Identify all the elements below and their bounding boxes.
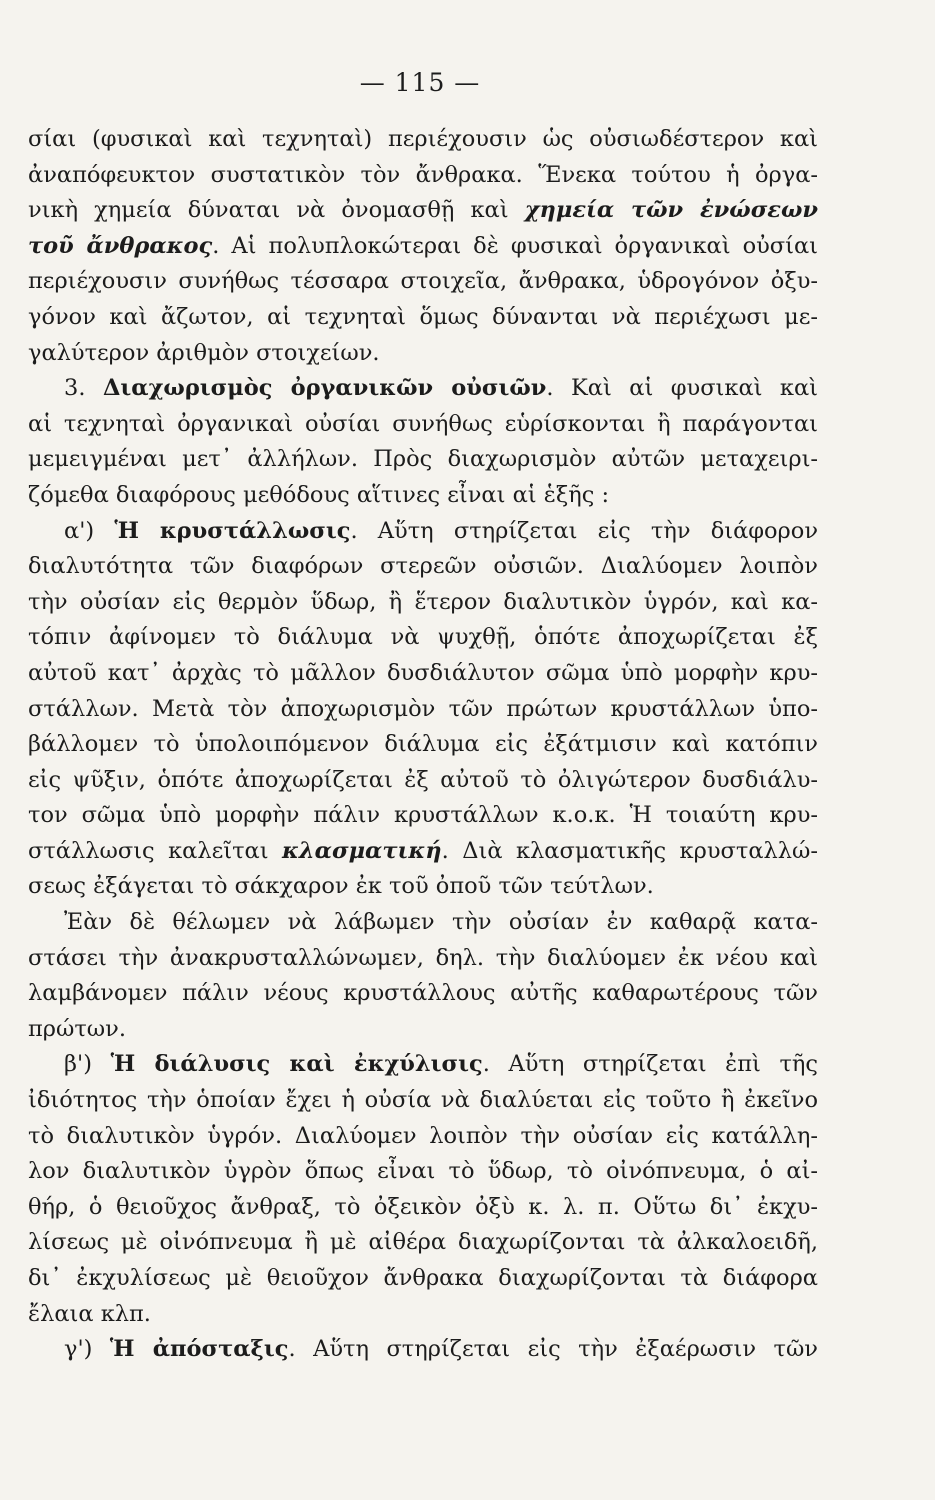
- text-run: ἀναπόφευκτον συστατικὸν τὸν ἄνθρακα. Ἕνεκα τούτου ἡ ὀργα-: [28, 161, 818, 188]
- text-run: εἰς ψῦξιν, ὁπότε ἀποχωρίζεται ἐξ αὐτοῦ τὸ ὀλιγώτερον δυσδιάλυ-: [28, 766, 818, 793]
- text-run: 3.: [64, 375, 103, 402]
- text-line: [28, 976, 818, 1012]
- text-line: [28, 869, 818, 905]
- text-run: περιέχουσιν συνήθως τέσσαρα στοιχεῖα, ἄνθρακα, ὑδρογόνον ὀξυ-: [28, 268, 818, 295]
- text-run: ζόμεθα διαφόρους μεθόδους αἵτινες εἶναι αἱ ἑξῆς :: [28, 481, 610, 508]
- text-run: βάλλομεν τὸ ὑπολοιπόμενον διάλυμα εἰς ἐξάτμισιν καὶ κατόπιν: [28, 731, 818, 758]
- body-text: [28, 122, 818, 1368]
- text-line: [28, 549, 818, 585]
- text-line: [28, 1012, 818, 1048]
- text-line: [28, 336, 818, 372]
- text-run: μεμειγμέναι μετ᾽ ἀλλήλων. Πρὸς διαχωρισμὸν αὐτῶν μεταχειρι-: [28, 446, 818, 473]
- emphasized-text: Ἡ διάλυσις καὶ ἐκχύλισις: [110, 1051, 483, 1078]
- text-line: [28, 1190, 818, 1226]
- text-line: [28, 229, 818, 265]
- text-run: τόπιν ἀφίνομεν τὸ διάλυμα νὰ ψυχθῇ, ὁπότε ἀποχωρίζεται ἐξ: [28, 624, 818, 651]
- text-line: [28, 442, 818, 478]
- text-line: [28, 478, 818, 514]
- text-run: γ'): [64, 1336, 110, 1363]
- text-run: ἔλαια κλπ.: [28, 1300, 151, 1327]
- emphasized-text: τοῦ ἄνθρακος: [28, 232, 213, 259]
- text-run: γαλύτερον ἀριθμὸν στοιχείων.: [28, 339, 380, 366]
- page-number: — 115 —: [359, 68, 481, 97]
- emphasized-text: Ἡ κρυστάλλωσις: [114, 517, 351, 544]
- text-run: πρώτων.: [28, 1015, 126, 1042]
- text-line: [28, 122, 818, 158]
- text-line: [28, 941, 818, 977]
- text-line: [28, 727, 818, 763]
- emphasized-text: χημεία τῶν ἐνώσεων: [524, 197, 818, 224]
- text-run: λίσεως μὲ οἰνόπνευμα ἢ μὲ αἰθέρα διαχωρίζονται τὰ ἀλκαλοειδῆ,: [28, 1229, 818, 1256]
- text-run: . Αὕτη στηρίζεται ἐπὶ τῆς: [482, 1051, 818, 1078]
- text-run: διαλυτότητα τῶν διαφόρων στερεῶν οὐσιῶν. Διαλύομεν λοιπὸν: [28, 553, 818, 580]
- text-line: [28, 656, 818, 692]
- text-line: [28, 620, 818, 656]
- text-line: [28, 1047, 818, 1083]
- text-run: δι᾽ ἐκχυλίσεως μὲ θειοῦχον ἄνθρακα διαχωρίζονται τὰ διάφορα: [28, 1265, 818, 1291]
- text-run: σεως ἐξάγεται τὸ σάκχαρον ἐκ τοῦ ὀποῦ τῶν τεύτλων.: [28, 873, 654, 900]
- text-line: [28, 1332, 818, 1368]
- text-run: νικὴ χημεία δύναται νὰ ὀνομασθῇ καὶ: [28, 197, 525, 224]
- emphasized-text: Ἡ ἀπόσταξις: [109, 1336, 289, 1363]
- text-run: στάλλωσις καλεῖται: [28, 837, 283, 864]
- text-line: [28, 514, 818, 550]
- text-line: [28, 193, 818, 229]
- emphasized-text: Διαχωρισμὸς ὀργανικῶν οὐσιῶν: [102, 375, 547, 402]
- text-line: [28, 1154, 818, 1190]
- text-run: λον διαλυτικὸν ὑγρὸν ὅπως εἶναι τὸ ὕδωρ, τὸ οἰνόπνευμα, ὁ αἰ-: [28, 1158, 818, 1185]
- text-line: [28, 158, 818, 194]
- text-run: τον σῶμα ὑπὸ μορφὴν πάλιν κρυστάλλων κ.ο.κ. Ἡ τοιαύτη κρυ-: [28, 802, 818, 829]
- text-run: τὴν οὐσίαν εἰς θερμὸν ὕδωρ, ἢ ἕτερον διαλυτικὸν ὑγρόν, καὶ κα-: [28, 588, 818, 615]
- text-run: λαμβάνομεν πάλιν νέους κρυστάλλους αὐτῆς καθαρωτέρους τῶν: [28, 980, 818, 1007]
- text-line: [28, 763, 818, 799]
- text-line: [28, 692, 818, 728]
- text-run: . Αἱ πολυπλοκώτεραι δὲ φυσικαὶ ὀργανικαὶ οὐσίαι: [212, 232, 818, 259]
- text-line: [28, 1083, 818, 1119]
- text-line: [28, 1297, 818, 1333]
- text-line: [28, 1225, 818, 1261]
- text-line: [28, 834, 818, 870]
- text-line: [28, 264, 818, 300]
- text-run: α'): [64, 517, 115, 544]
- text-run: . Καὶ αἱ φυσικαὶ καὶ: [546, 375, 818, 402]
- text-run: . Διὰ κλασματικῆς κρυσταλλώ-: [441, 837, 818, 864]
- text-line: [28, 300, 818, 336]
- text-run: γόνον καὶ ἄζωτον, αἱ τεχνηταὶ ὅμως δύνανται νὰ περιέχωσι με-: [28, 303, 818, 330]
- text-run: . Αὕτη στηρίζεται εἰς τὴν διάφορον: [350, 517, 819, 544]
- text-run: τὸ διαλυτικὸν ὑγρόν. Διαλύομεν λοιπὸν τὴν οὐσίαν εἰς κατάλλη-: [28, 1122, 818, 1149]
- text-run: ἰδιότητος τὴν ὁποίαν ἔχει ἡ οὐσία νὰ διαλύεται εἰς τοῦτο ἢ ἐκεῖνο: [28, 1087, 818, 1114]
- text-line: [28, 1261, 818, 1297]
- text-line: [28, 407, 818, 443]
- text-line: [28, 905, 818, 941]
- text-line: [28, 371, 818, 407]
- text-run: αὐτοῦ κατ᾽ ἀρχὰς τὸ μᾶλλον δυσδιάλυτον σῶμα ὑπὸ μορφὴν κρυ-: [28, 659, 818, 686]
- text-run: αἱ τεχνηταὶ ὀργανικαὶ οὐσίαι συνήθως εὑρίσκονται ἢ παράγονται: [28, 410, 818, 437]
- text-line: [28, 1119, 818, 1155]
- text-run: σίαι (φυσικαὶ καὶ τεχνηταὶ) περιέχουσιν ὡς οὐσιωδέστερον καὶ: [28, 126, 818, 152]
- text-run: στάσει τὴν ἀνακρυσταλλώνωμεν, δηλ. τὴν διαλύομεν ἐκ νέου καὶ: [28, 944, 818, 971]
- text-run: Ἐὰν δὲ θέλωμεν νὰ λάβωμεν τὴν οὐσίαν ἐν καθαρᾷ κατα-: [64, 909, 818, 936]
- text-line: [28, 585, 818, 621]
- text-run: . Αὕτη στηρίζεται εἰς τὴν ἐξαέρωσιν τῶν: [288, 1336, 818, 1363]
- text-line: [28, 798, 818, 834]
- text-run: θήρ, ὁ θειοῦχος ἄνθραξ, τὸ ὀξεικὸν ὀξὺ κ. λ. π. Οὕτω δι᾽ ἐκχυ-: [28, 1193, 818, 1220]
- emphasized-text: κλασματική: [282, 837, 442, 864]
- text-run: β'): [64, 1051, 111, 1078]
- text-run: στάλλων. Μετὰ τὸν ἀποχωρισμὸν τῶν πρώτων κρυστάλλων ὑπο-: [28, 695, 818, 722]
